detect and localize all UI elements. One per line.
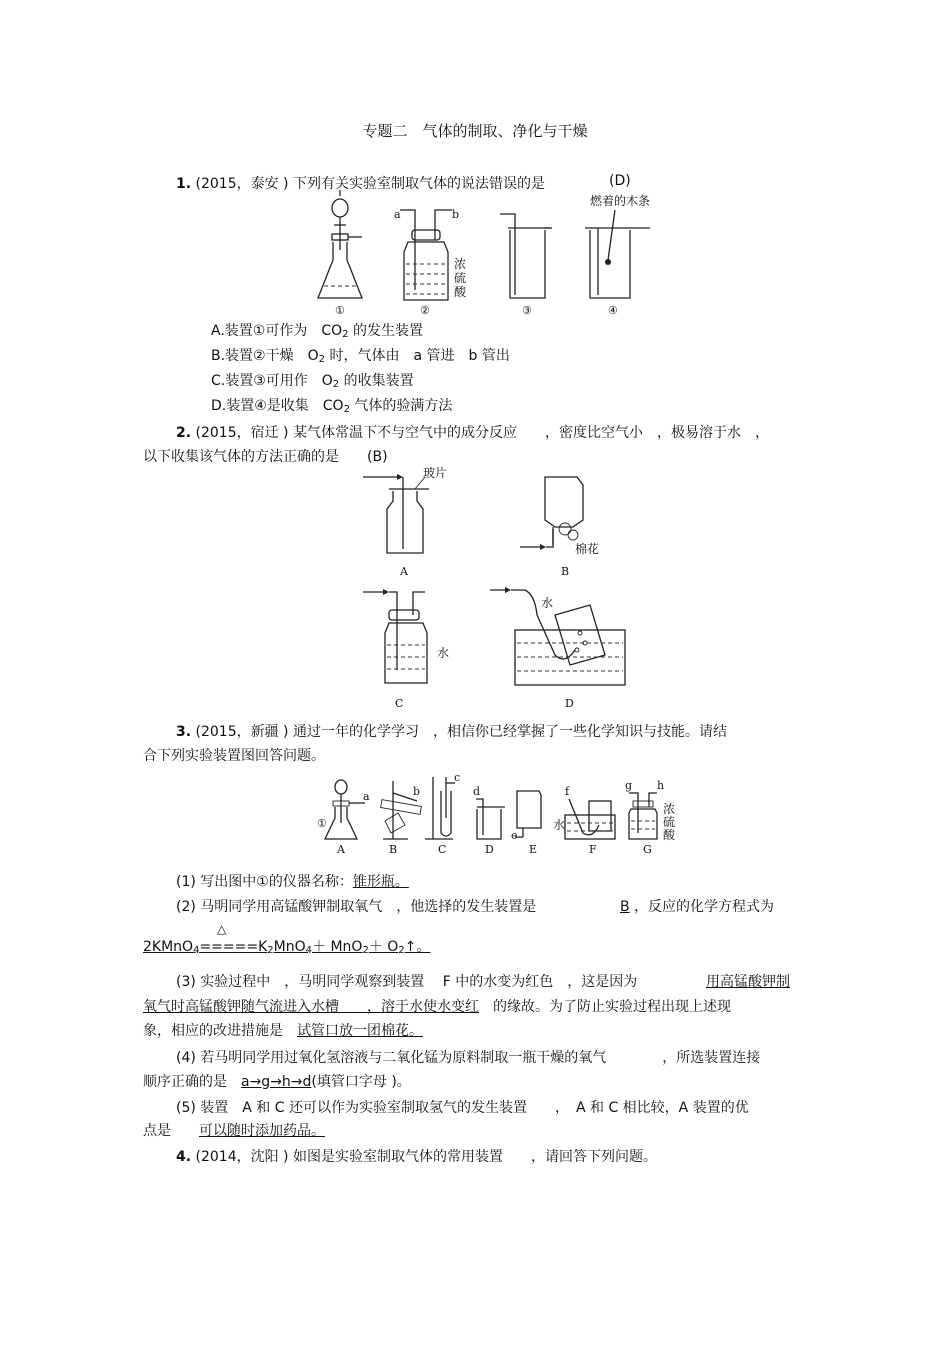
q3-label-d: d bbox=[473, 785, 481, 798]
q3-label-b: b bbox=[413, 785, 421, 798]
q1-device-num-3: ③ bbox=[522, 304, 532, 317]
q3-part-3-answer-1: 用高锰酸钾制 bbox=[706, 974, 790, 990]
q3-line-2: 合下列实验装置图回答问题。 bbox=[143, 748, 325, 764]
q3-part-3-line-1: (3) 实验过程中 ，马明同学观察到装置 F 中的水变为红色 ，这是因为 bbox=[176, 974, 638, 990]
q1-acid-2: 硫 bbox=[454, 271, 467, 285]
q3-label-g: g bbox=[625, 779, 633, 792]
q3-number: 3. bbox=[176, 724, 192, 740]
q1-device-4 bbox=[585, 193, 650, 298]
q3-part-1: (1) 写出图中①的仪器名称：锥形瓶。 bbox=[176, 874, 409, 890]
q3-device-f bbox=[553, 785, 615, 839]
q3-device-c bbox=[425, 771, 460, 839]
q2-letter-c: C bbox=[395, 697, 404, 710]
q3-line-1: 3. (2015，新疆 ) 通过一年的化学学习 ，相信你已经掌握了一些化学知识与技能。请结 bbox=[176, 724, 727, 740]
q1-device-1 bbox=[318, 190, 362, 298]
q3-part-4-answer: a→g→h→d bbox=[241, 1074, 312, 1090]
q3-equation: $2KMnO_4=====K_2MnO_4+ MnO_2+$ $O_2↑$。 bbox=[143, 939, 431, 956]
q2-device-d bbox=[490, 587, 625, 685]
q1-option-c: C.装置③可用作 $O_2$ 的收集装置 bbox=[211, 373, 414, 390]
q3-letter-f: F bbox=[589, 843, 597, 856]
q3-part-1-answer: 锥形瓶。 bbox=[352, 874, 409, 890]
q2-label-glass: 玻片 bbox=[423, 466, 448, 480]
q3-label-e: e bbox=[511, 829, 518, 842]
q4-number: 4. bbox=[176, 1149, 192, 1165]
q3-apparatus-figure bbox=[313, 773, 688, 858]
q1-text: (2015，泰安 ) 下列有关实验室制取气体的说法错误的是 bbox=[195, 176, 545, 192]
q4-stem: 4. (2014，沈阳 ) 如图是实验室制取气体的常用装置 ，请回答下列问题。 bbox=[176, 1149, 657, 1165]
q3-part-4-line-2: 顺序正确的是 a→g→h→d(填管口字母 )。 bbox=[143, 1074, 411, 1090]
q3-label-f: f bbox=[565, 785, 570, 798]
q3-label-a: a bbox=[363, 790, 370, 803]
q3-part-3-answer-2: 氧气时高锰酸钾随气流进入水槽 ，溶于水使水变红 bbox=[143, 999, 479, 1015]
q3-part-5-line-2: 点是 可以随时添加药品。 bbox=[143, 1123, 325, 1139]
q3-part-3-line-2: 氧气时高锰酸钾随气流进入水槽 ，溶于水使水变红 的缘故。为了防止实验过程出现上述现 bbox=[143, 999, 731, 1015]
q1-option-a: A.装置①可作为 $CO_2$ 的发生装置 bbox=[211, 323, 423, 340]
q3-part-2: (2) 马明同学用高锰酸钾制取氧气 ，他选择的发生装置是 bbox=[176, 899, 537, 915]
q1-label-b: b bbox=[452, 208, 460, 221]
q3-device-d bbox=[473, 785, 505, 839]
q3-part-3-line-3: 象，相应的改进措施是 试管口放一团棉花。 bbox=[143, 1023, 423, 1039]
q1-acid-1: 浓 bbox=[454, 257, 467, 271]
q2-letter-a: A bbox=[400, 565, 408, 578]
q3-eq-condition: △ bbox=[217, 922, 227, 936]
q1-device-num-2: ② bbox=[420, 304, 430, 317]
q3-part-2-answer-wrap: B ，反应的化学方程式为 bbox=[620, 899, 775, 915]
q1-acid-3: 酸 bbox=[454, 285, 467, 299]
q1-option-d: D.装置④是收集 $CO_2$ 气体的验满方法 bbox=[211, 398, 453, 415]
q3-letter-e: E bbox=[529, 843, 538, 856]
q2-number: 2. bbox=[176, 425, 192, 441]
q2-label-water-c: 水 bbox=[437, 646, 450, 660]
q3-letter-c: C bbox=[438, 843, 447, 856]
q3-label-one: ① bbox=[317, 817, 327, 830]
q3-device-g bbox=[625, 779, 676, 842]
q3-part-3-answer-3: 试管口放一团棉花。 bbox=[297, 1023, 423, 1039]
q2-line-1: 2. (2015，宿迁 ) 某气体常温下不与空气中的成分反应 ，密度比空气小 ，极易溶于水 ， bbox=[176, 425, 769, 441]
q2-device-c bbox=[363, 589, 449, 683]
q3-part-2-answer: B bbox=[620, 899, 630, 915]
q3-label-h: h bbox=[657, 779, 665, 792]
q3-part-5-line-1: (5) 装置 A 和 C 还可以作为实验室制取氢气的发生装置 ， A 和 C 相比较，A 装置的优 bbox=[176, 1100, 749, 1116]
q2-apparatus-figure bbox=[355, 465, 635, 710]
q3-part-4-line-1: (4) 若马明同学用过氧化氢溶液与二氧化锰为原料制取一瓶干燥的氧气 ，所选装置连接 bbox=[176, 1050, 761, 1066]
q1-device-3 bbox=[500, 214, 552, 298]
q1-number: 1. bbox=[176, 176, 192, 192]
q3-label-water: 水 bbox=[553, 818, 566, 832]
q3-part-5-answer: 可以随时添加药品。 bbox=[199, 1123, 325, 1139]
q3-letter-b: B bbox=[389, 843, 398, 856]
q2-label-cotton: 棉花 bbox=[575, 542, 600, 556]
q2-answer: (B) bbox=[367, 449, 388, 465]
q3-device-b bbox=[381, 781, 422, 839]
q3-label-c: c bbox=[454, 771, 461, 784]
q3-acid-2: 硫 bbox=[663, 815, 676, 829]
q1-label-a: a bbox=[394, 208, 401, 221]
q1-apparatus-figure bbox=[300, 190, 660, 320]
q3-device-e bbox=[511, 791, 541, 842]
q1-device-num-4: ④ bbox=[608, 304, 618, 317]
q2-line-2: 以下收集该气体的方法正确的是 (B) bbox=[143, 449, 388, 465]
q1-label-stick: 燃着的木条 bbox=[590, 194, 651, 208]
q3-letter-g: G bbox=[643, 843, 652, 856]
q3-acid-3: 酸 bbox=[663, 828, 676, 842]
q2-letter-b: B bbox=[561, 565, 570, 578]
q1-device-2 bbox=[394, 208, 467, 300]
q3-letter-a: A bbox=[337, 843, 345, 856]
q2-letter-d: D bbox=[565, 697, 574, 710]
q1-option-b: B.装置②干燥 $O_2$ 时，气体由 a 管进 b 管出 bbox=[211, 348, 510, 365]
q2-label-water-d: 水 bbox=[541, 596, 554, 610]
q3-device-a bbox=[317, 780, 370, 839]
q3-acid-1: 浓 bbox=[663, 802, 676, 816]
page-title: 专题二 气体的制取、净化与干燥 bbox=[362, 122, 588, 140]
q3-letter-d: D bbox=[485, 843, 494, 856]
q2-device-b bbox=[520, 477, 599, 556]
q1-device-num-1: ① bbox=[335, 304, 345, 317]
q2-device-a bbox=[363, 465, 447, 553]
q1-answer: (D) bbox=[609, 173, 631, 189]
